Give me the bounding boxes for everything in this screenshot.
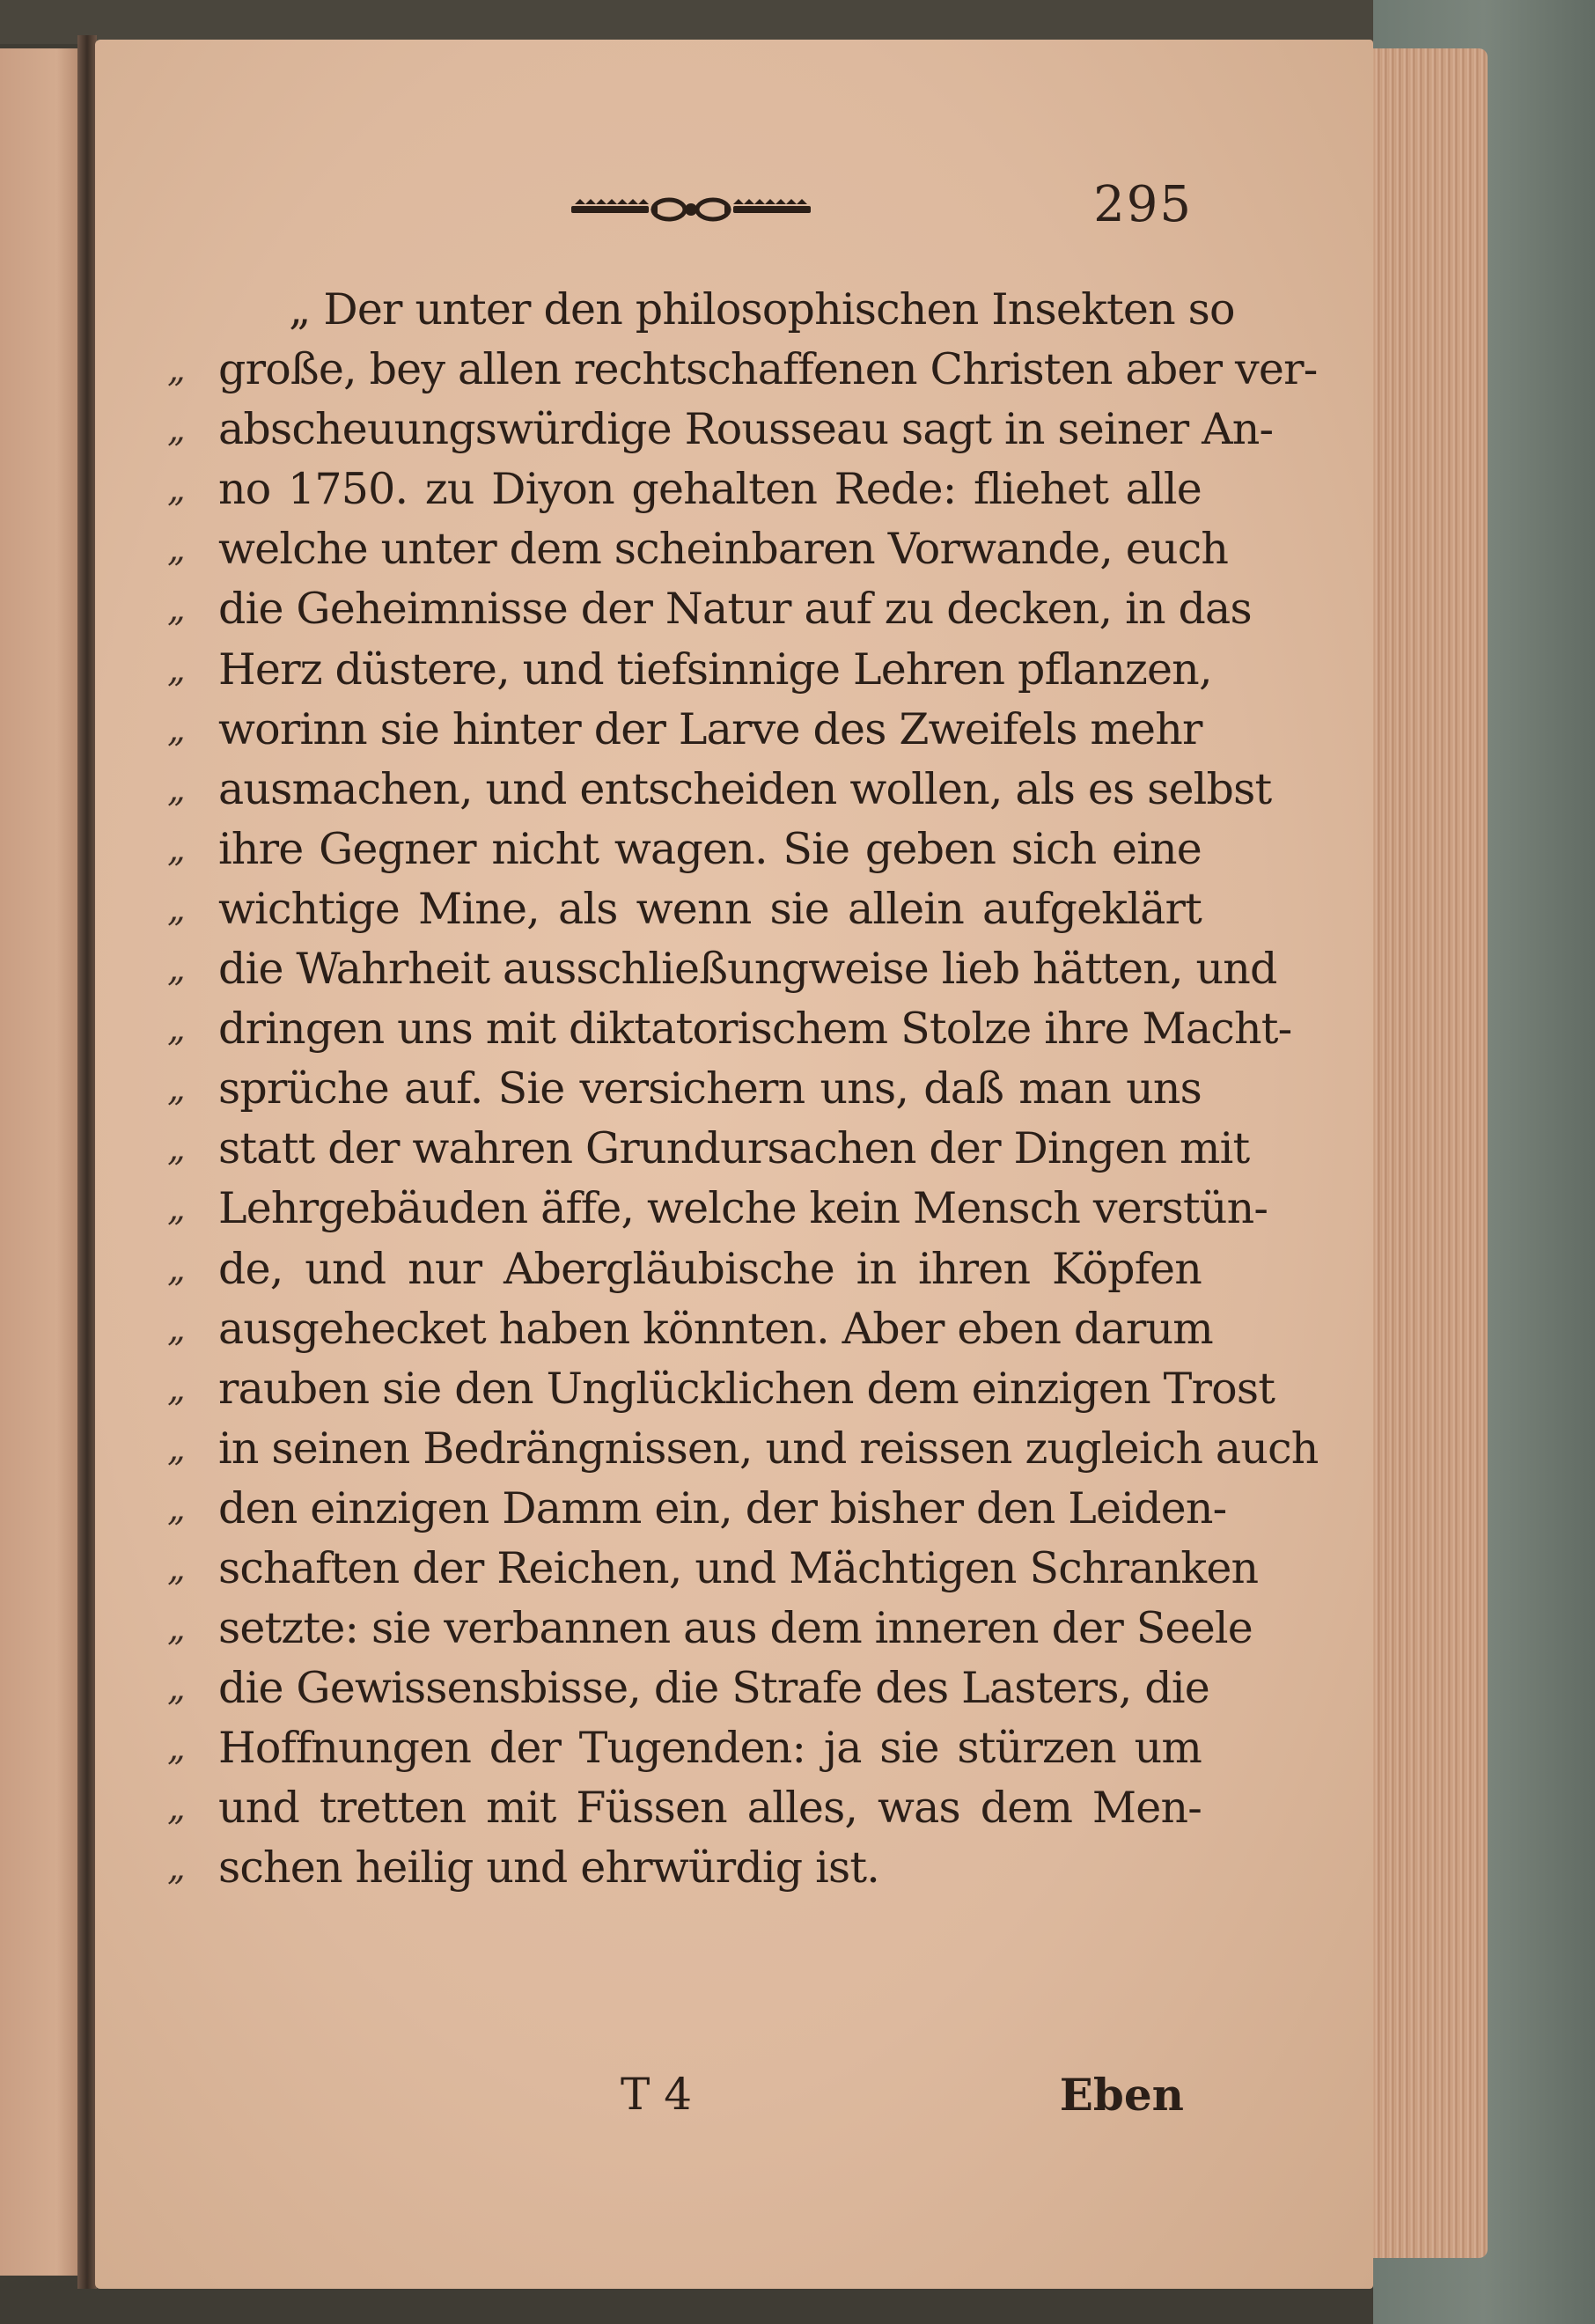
text-line bbox=[167, 1359, 1275, 1419]
line-text: Herz düstere, und tiefsinnige Lehren pflanzen, bbox=[218, 644, 1212, 695]
line-text: den einzigen Damm ein, der bisher den Leiden- bbox=[218, 1482, 1227, 1533]
line-text: und tretten mit Füssen alles, was dem Men- bbox=[218, 1783, 1202, 1834]
quote-mark: „ bbox=[167, 1548, 185, 1589]
line-text: große, bey allen rechtschaffenen Christen aber ver- bbox=[218, 344, 1318, 395]
body-text bbox=[167, 280, 1319, 1899]
quote-mark: „ bbox=[167, 649, 185, 690]
quote-mark: „ bbox=[167, 1129, 185, 1170]
line-text: ihre Gegner nicht wagen. Sie geben sich eine bbox=[218, 823, 1202, 874]
text-line bbox=[167, 519, 1229, 579]
quote-mark: „ bbox=[167, 469, 185, 511]
quote-mark: „ bbox=[167, 1428, 185, 1469]
text-line bbox=[167, 640, 1212, 700]
text-line bbox=[167, 999, 1292, 1059]
line-text: wichtige Mine, als wenn sie allein aufgeklärt bbox=[218, 883, 1202, 934]
line-text: ausmachen, und entscheiden wollen, als es selbst bbox=[218, 763, 1272, 814]
line-text: dringen uns mit diktatorischem Stolze ihre Macht- bbox=[218, 1004, 1292, 1055]
text-line bbox=[167, 400, 1274, 460]
line-text: schaften der Reichen, und Mächtigen Schranken bbox=[218, 1542, 1259, 1593]
quote-mark: „ bbox=[167, 888, 185, 930]
text-line bbox=[167, 1658, 1209, 1718]
printers-ornament-icon bbox=[568, 194, 814, 225]
signature-mark: T 4 bbox=[621, 2069, 693, 2120]
quote-mark: „ bbox=[167, 1248, 185, 1290]
text-line bbox=[167, 1419, 1319, 1479]
line-text: worinn sie hinter der Larve des Zweifels mehr bbox=[218, 703, 1202, 754]
text-line bbox=[167, 700, 1202, 760]
text-line bbox=[167, 1119, 1250, 1179]
line-text: Lehrgebäuden äffe, welche kein Mensch verstün- bbox=[218, 1183, 1268, 1234]
line-text: rauben sie den Unglücklichen dem einzigen Trost bbox=[218, 1363, 1275, 1414]
quote-mark: „ bbox=[167, 1608, 185, 1650]
quote-mark: „ bbox=[167, 949, 185, 990]
text-line bbox=[167, 1479, 1227, 1539]
quote-mark: „ bbox=[167, 1368, 185, 1409]
scan-background bbox=[0, 0, 1595, 44]
text-line bbox=[167, 1179, 1268, 1239]
line-text: abscheuungswürdige Rousseau sagt in seiner An- bbox=[218, 404, 1274, 455]
line-text: setzte: sie verbannen aus dem inneren der Seele bbox=[218, 1603, 1253, 1654]
text-line bbox=[167, 939, 1277, 999]
text-line bbox=[167, 340, 1318, 400]
left-page-edge bbox=[0, 48, 81, 2276]
quote-mark: „ bbox=[167, 1009, 185, 1050]
text-line bbox=[167, 1239, 1202, 1299]
quote-mark: „ bbox=[167, 1788, 185, 1829]
page-footer bbox=[167, 2069, 1184, 2130]
line-text: „ Der unter den philosophischen Insekten so bbox=[289, 284, 1235, 335]
quote-mark: „ bbox=[167, 1668, 185, 1710]
line-text: welche unter dem scheinbaren Vorwande, euch bbox=[218, 524, 1229, 575]
text-line bbox=[167, 1838, 1202, 1898]
quote-mark: „ bbox=[167, 1488, 185, 1529]
quote-mark: „ bbox=[167, 409, 185, 451]
catchword: Eben bbox=[1059, 2069, 1184, 2121]
quote-mark: „ bbox=[167, 709, 185, 750]
line-text: statt der wahren Grundursachen der Dingen mit bbox=[218, 1123, 1250, 1174]
text-line bbox=[167, 579, 1252, 639]
text-line bbox=[167, 1299, 1213, 1359]
text-line bbox=[167, 879, 1202, 939]
quote-mark: „ bbox=[167, 1728, 185, 1769]
page-stack-edge bbox=[1360, 48, 1488, 2258]
text-line bbox=[167, 1539, 1259, 1599]
quote-mark: „ bbox=[167, 1069, 185, 1110]
text-line bbox=[167, 460, 1202, 519]
line-text: no 1750. zu Diyon gehalten Rede: fliehet alle bbox=[218, 464, 1202, 515]
text-line bbox=[167, 1059, 1202, 1119]
quote-mark: „ bbox=[167, 349, 185, 391]
line-text: die Gewissensbisse, die Strafe des Lasters, die bbox=[218, 1663, 1209, 1714]
line-text: ausgehecket haben könnten. Aber eben darum bbox=[218, 1303, 1213, 1354]
line-text: sprüche auf. Sie versichern uns, daß man uns bbox=[218, 1063, 1202, 1114]
quote-mark: „ bbox=[167, 828, 185, 870]
line-text: in seinen Bedrängnissen, und reissen zugleich auch bbox=[218, 1423, 1319, 1474]
quote-mark: „ bbox=[167, 1188, 185, 1230]
quote-mark: „ bbox=[167, 589, 185, 630]
text-line bbox=[167, 1778, 1202, 1838]
text-line bbox=[167, 760, 1272, 820]
text-line bbox=[167, 820, 1202, 879]
page-number: 295 bbox=[1093, 176, 1193, 233]
book-gutter bbox=[77, 35, 97, 2289]
quote-mark: „ bbox=[167, 1308, 185, 1350]
line-text: die Wahrheit ausschließungweise lieb hätten, und bbox=[218, 944, 1277, 995]
line-text: Hoffnungen der Tugenden: ja sie stürzen um bbox=[218, 1723, 1202, 1774]
quote-mark: „ bbox=[167, 529, 185, 570]
text-line bbox=[167, 1718, 1202, 1778]
line-text: de, und nur Abergläubische in ihren Köpfen bbox=[218, 1243, 1202, 1294]
text-line bbox=[167, 280, 1235, 340]
quote-mark: „ bbox=[167, 769, 185, 810]
quote-mark: „ bbox=[167, 1848, 185, 1889]
line-text: schen heilig und ehrwürdig ist. bbox=[218, 1842, 880, 1894]
line-text: die Geheimnisse der Natur auf zu decken, in das bbox=[218, 584, 1252, 635]
text-line bbox=[167, 1599, 1253, 1658]
